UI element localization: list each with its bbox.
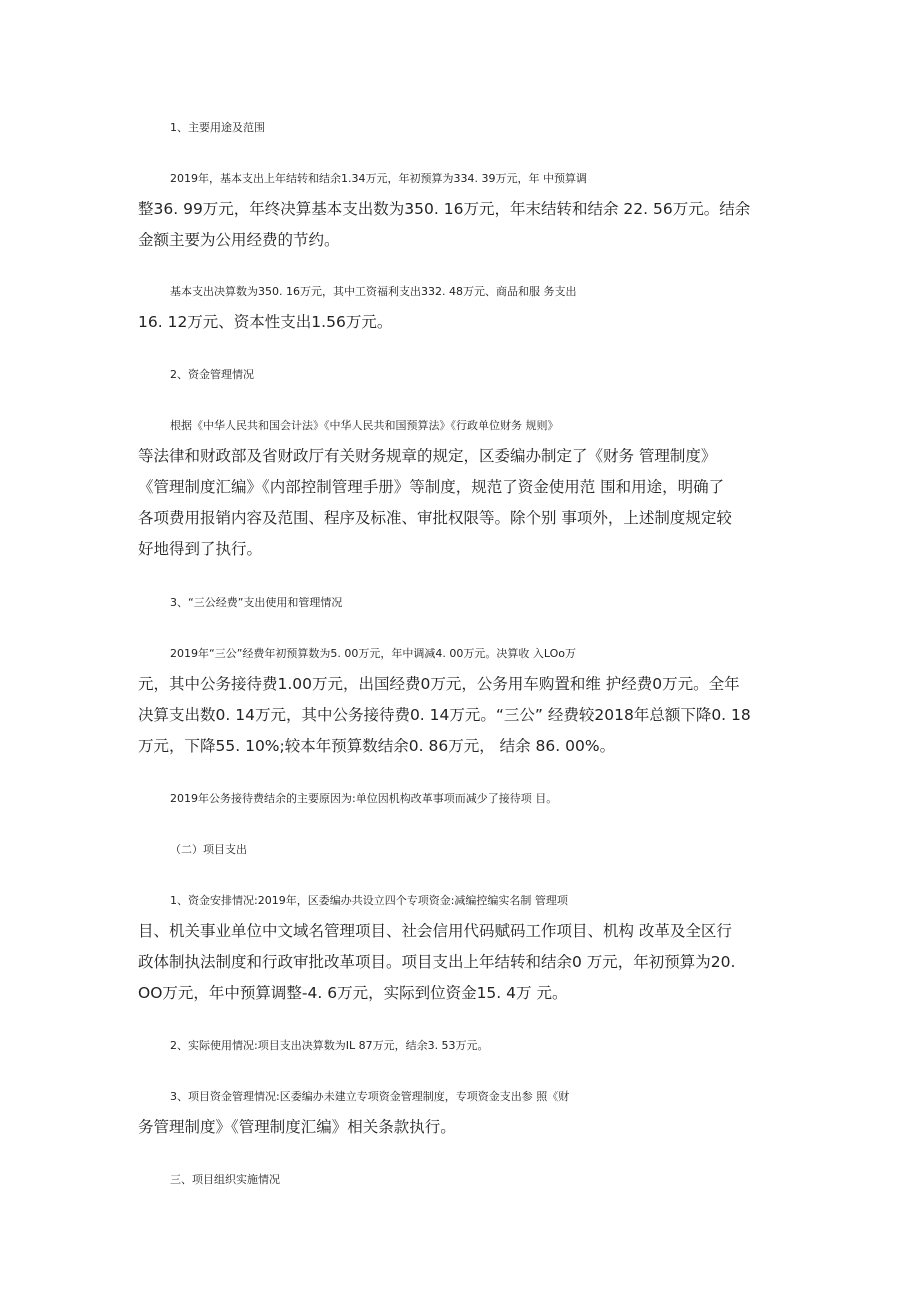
text-line: 根据《中华人民共和国会计法》《中华人民共和国预算法》《行政单位财务 规则》 (170, 419, 559, 432)
text-line: 三、项目组织实施情况 (170, 1173, 280, 1186)
text-line: 16. 12万元、资本性支出1.56万元。 (138, 313, 393, 331)
paragraph-basic-expenditure-final (138, 276, 798, 338)
heading-three-public-expenses (138, 587, 798, 618)
text-line: OO万元，年中预算调整-4. 6万元，实际到位资金15. 4万 元。 (138, 984, 568, 1002)
paragraph-basic-expenditure-budget (138, 163, 798, 256)
text-line: 好地得到了执行。 (138, 540, 263, 558)
paragraph-reception-surplus-reason (138, 783, 798, 814)
text-line: 决算支出数0. 14万元，其中公务接待费0. 14万元。“三公” 经费较2018年总额下降0. 18 (138, 706, 751, 724)
text-line: 政体制执法制度和行政审批改革项目。项目支出上年结转和结余0 万元，年初预算为20. (138, 953, 736, 971)
heading-fund-management (138, 359, 798, 390)
text-line: 2019年，基本支出上年结转和结余1.34万元，年初预算为334. 39万元，年 中预算调 (170, 172, 587, 185)
text-line: 万元，下降55. 10%;较本年预算数结余0. 86万元， 结余 86. 00%。 (138, 737, 616, 755)
text-line: 等法律和财政部及省财政厅有关财务规章的规定，区委编办制定了《财务 管理制度》 (138, 447, 717, 465)
text-line: 2019年公务接待费结余的主要原因为:单位因机构改革事项而减少了接待项 目。 (170, 792, 558, 805)
paragraph-project-fund-management (138, 1081, 798, 1143)
heading-project-implementation (138, 1164, 798, 1195)
text-line: 2、资金管理情况 (170, 368, 254, 381)
paragraph-three-public-expenses-detail (138, 638, 798, 762)
text-line: 3、项目资金管理情况:区委编办未建立专项资金管理制度，专项资金支出参 照《财 (170, 1090, 570, 1103)
paragraph-actual-usage (138, 1030, 798, 1061)
text-line: 金额主要为公用经费的节约。 (138, 231, 340, 249)
text-line: 3、“三公经费”支出使用和管理情况 (170, 596, 343, 609)
text-line: 目、机关事业单位中文域名管理项目、社会信用代码赋码工作项目、机构 改革及全区行 (138, 922, 732, 940)
heading-main-use-and-scope (138, 112, 798, 143)
text-line: 2、实际使用情况:项目支出决算数为IL 87万元，结余3. 53万元。 (170, 1039, 489, 1052)
heading-project-expenditure (138, 834, 798, 865)
text-line: 务管理制度》《管理制度汇编》相关条款执行。 (138, 1118, 456, 1136)
text-line: 1、主要用途及范围 (170, 121, 265, 134)
text-line: 《管理制度汇编》《内部控制管理手册》等制度，规范了资金使用范 围和用途，明确了 (138, 478, 725, 496)
text-line: 各项费用报销内容及范围、程序及标准、审批权限等。除个别 事项外，上述制度规定较 (138, 509, 732, 527)
paragraph-fund-management-rules (138, 410, 798, 565)
text-line: （二）项目支出 (170, 843, 247, 856)
text-line: 整36. 99万元，年终决算基本支出数为350. 16万元，年末结转和结余 22. 56万元。结余 (138, 200, 751, 218)
text-line: 1、资金安排情况:2019年，区委编办共设立四个专项资金:减编控编实名制 管理项 (170, 894, 568, 907)
text-line: 元，其中公务接待费1.00万元，出国经费0万元，公务用车购置和维 护经费0万元。全年 (138, 675, 740, 693)
text-line: 2019年“三公”经费年初预算数为5. 00万元，年中调减4. 00万元。决算收 入LOo万 (170, 647, 576, 660)
paragraph-fund-arrangement (138, 885, 798, 1009)
text-line: 基本支出决算数为350. 16万元，其中工资福利支出332. 48万元、商品和服 务支出 (170, 285, 577, 298)
